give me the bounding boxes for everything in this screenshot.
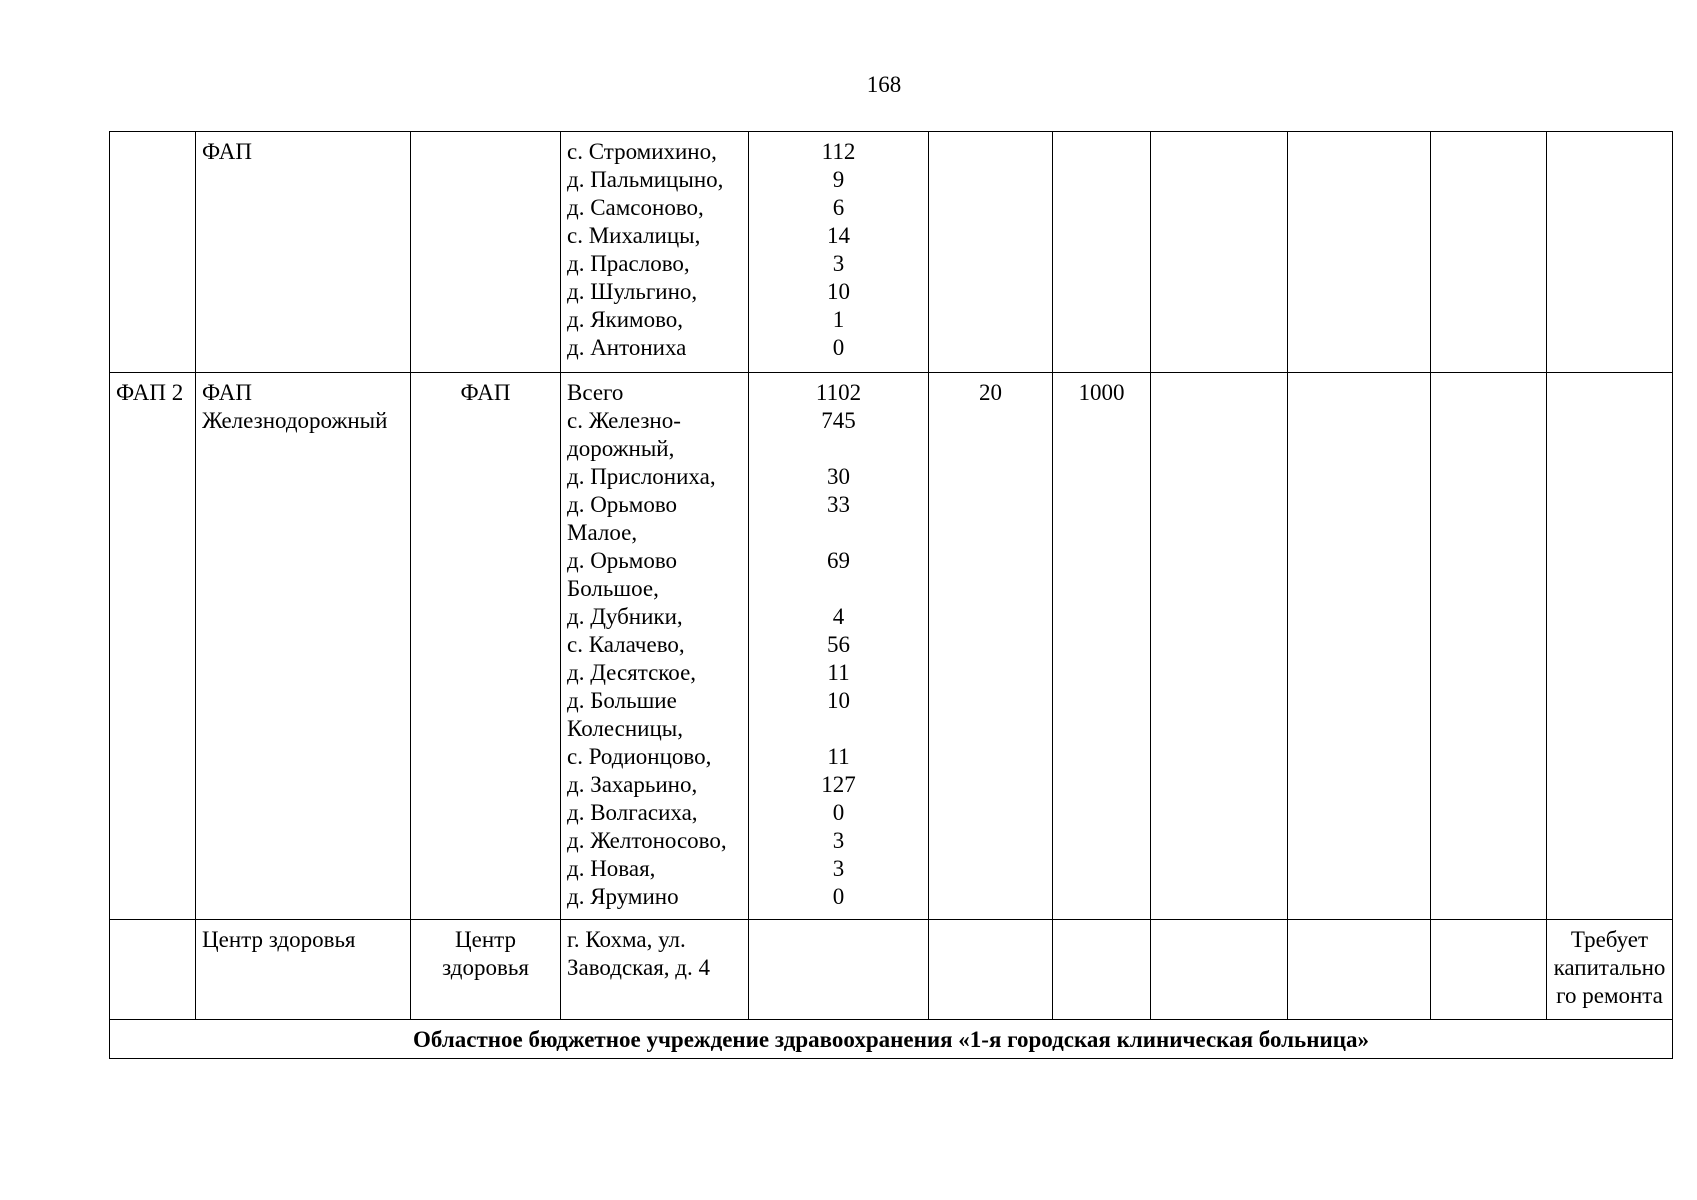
cell-line: го ремонта [1556,983,1663,1008]
cell-line: г. Кохма, ул. [567,927,686,952]
cell-line [755,715,922,743]
cell-facility-name [196,132,411,373]
cell-facility-type [411,132,561,373]
cell-line: дорожный, [567,436,675,461]
cell-line: 3 [832,856,845,881]
cell-line: 3 [832,828,845,853]
cell-line: 30 [827,464,850,489]
cell-line: д. Ярумино [567,884,679,909]
cell-col7: 1000 [1053,373,1151,920]
cell-line: д. Десятское, [567,660,697,685]
cell-line: д. Большие [567,688,677,713]
cell-line: д. Шульгино, [567,279,698,304]
cell-line: с. Михалицы, [567,223,701,248]
table-row [110,373,1673,920]
cell-population [749,373,929,920]
cell-line: ФАП [202,380,252,405]
cell-line: с. Родионцово, [567,744,712,769]
cell-line: Заводская, д. 4 [567,955,710,980]
cell-line: 3 [832,251,845,276]
cell-line: 10 [827,688,850,713]
cell-col10 [1431,373,1547,920]
cell-settlements [561,373,749,920]
cell-line: 4 [832,604,845,629]
table-row [110,920,1673,1020]
cell-line: Требует [1570,927,1649,952]
cell-code [110,132,196,373]
cell-line: д. Праслово, [567,251,690,276]
cell-facility-type [411,373,561,920]
cell-line [755,435,922,463]
facilities-table [109,131,1673,1059]
cell-line: ФАП [460,380,511,405]
cell-line: с. Калачево, [567,632,685,657]
cell-population [749,920,929,1020]
cell-line: здоровья [442,955,529,980]
cell-line: д. Прислониха, [567,464,716,489]
cell-col7 [1053,920,1151,1020]
cell-col10 [1431,132,1547,373]
cell-line: 14 [827,223,850,248]
cell-line: д. Желтоносово, [567,828,727,853]
cell-line: 1102 [815,380,862,405]
cell-line: 33 [827,492,850,517]
cell-code [110,920,196,1020]
cell-notes [1547,920,1673,1020]
cell-line: с. Железно- [567,408,681,433]
cell-line: 6 [832,195,845,220]
cell-line: Колесницы, [567,716,683,741]
cell-line: 112 [821,139,856,164]
cell-line: 56 [827,632,850,657]
cell-col9 [1288,920,1431,1020]
cell-facility-name [196,373,411,920]
cell-notes [1547,132,1673,373]
cell-line: Центр здоровья [202,927,356,952]
cell-line: Всего [567,380,624,405]
cell-line: капитально [1553,955,1666,980]
cell-line: 745 [821,408,856,433]
cell-facility-name [196,920,411,1020]
cell-col9 [1288,373,1431,920]
cell-line: 0 [832,884,845,909]
cell-line: д. Орьмово [567,492,678,517]
cell-line: 0 [832,800,845,825]
cell-col8 [1151,373,1288,920]
cell-line: д. Орьмово [567,548,678,573]
cell-line: ФАП [202,139,252,164]
cell-line: 9 [832,167,845,192]
cell-line: 1 [832,307,845,332]
section-heading-row [110,1020,1673,1059]
cell-line: 0 [832,335,845,360]
cell-line: с. Стромихино, [567,139,717,164]
cell-settlements [561,920,749,1020]
cell-col8 [1151,132,1288,373]
cell-col8 [1151,920,1288,1020]
section-heading: Областное бюджетное учреждение здравоохранения «1-я городская клиническая больница» [110,1020,1673,1059]
cell-line [755,519,922,547]
cell-line: д. Самсоново, [567,195,704,220]
cell-line: 10 [827,279,850,304]
cell-col10 [1431,920,1547,1020]
cell-line: д. Захарьино, [567,772,698,797]
cell-code: ФАП 2 [110,373,196,920]
cell-line: Малое, [567,520,638,545]
cell-line: Большое, [567,576,659,601]
cell-line: д. Пальмицыно, [567,167,724,192]
cell-col6 [929,920,1053,1020]
cell-line: д. Антониха [567,335,687,360]
cell-line: д. Дубники, [567,604,683,629]
cell-col9 [1288,132,1431,373]
cell-col7 [1053,132,1151,373]
cell-line: Центр [455,927,516,952]
cell-line: 11 [827,744,850,769]
cell-line: д. Волгасиха, [567,800,698,825]
cell-line [755,575,922,603]
cell-settlements [561,132,749,373]
table-row [110,132,1673,373]
cell-notes [1547,373,1673,920]
page-number: 168 [866,72,902,97]
cell-line: д. Якимово, [567,307,684,332]
cell-line: Железнодорожный [202,408,388,433]
cell-facility-type [411,920,561,1020]
cell-col6: 20 [929,373,1053,920]
cell-line: д. Новая, [567,856,656,881]
cell-line: 127 [821,772,856,797]
cell-population [749,132,929,373]
cell-line: 11 [827,660,850,685]
cell-line: 69 [827,548,850,573]
cell-col6 [929,132,1053,373]
